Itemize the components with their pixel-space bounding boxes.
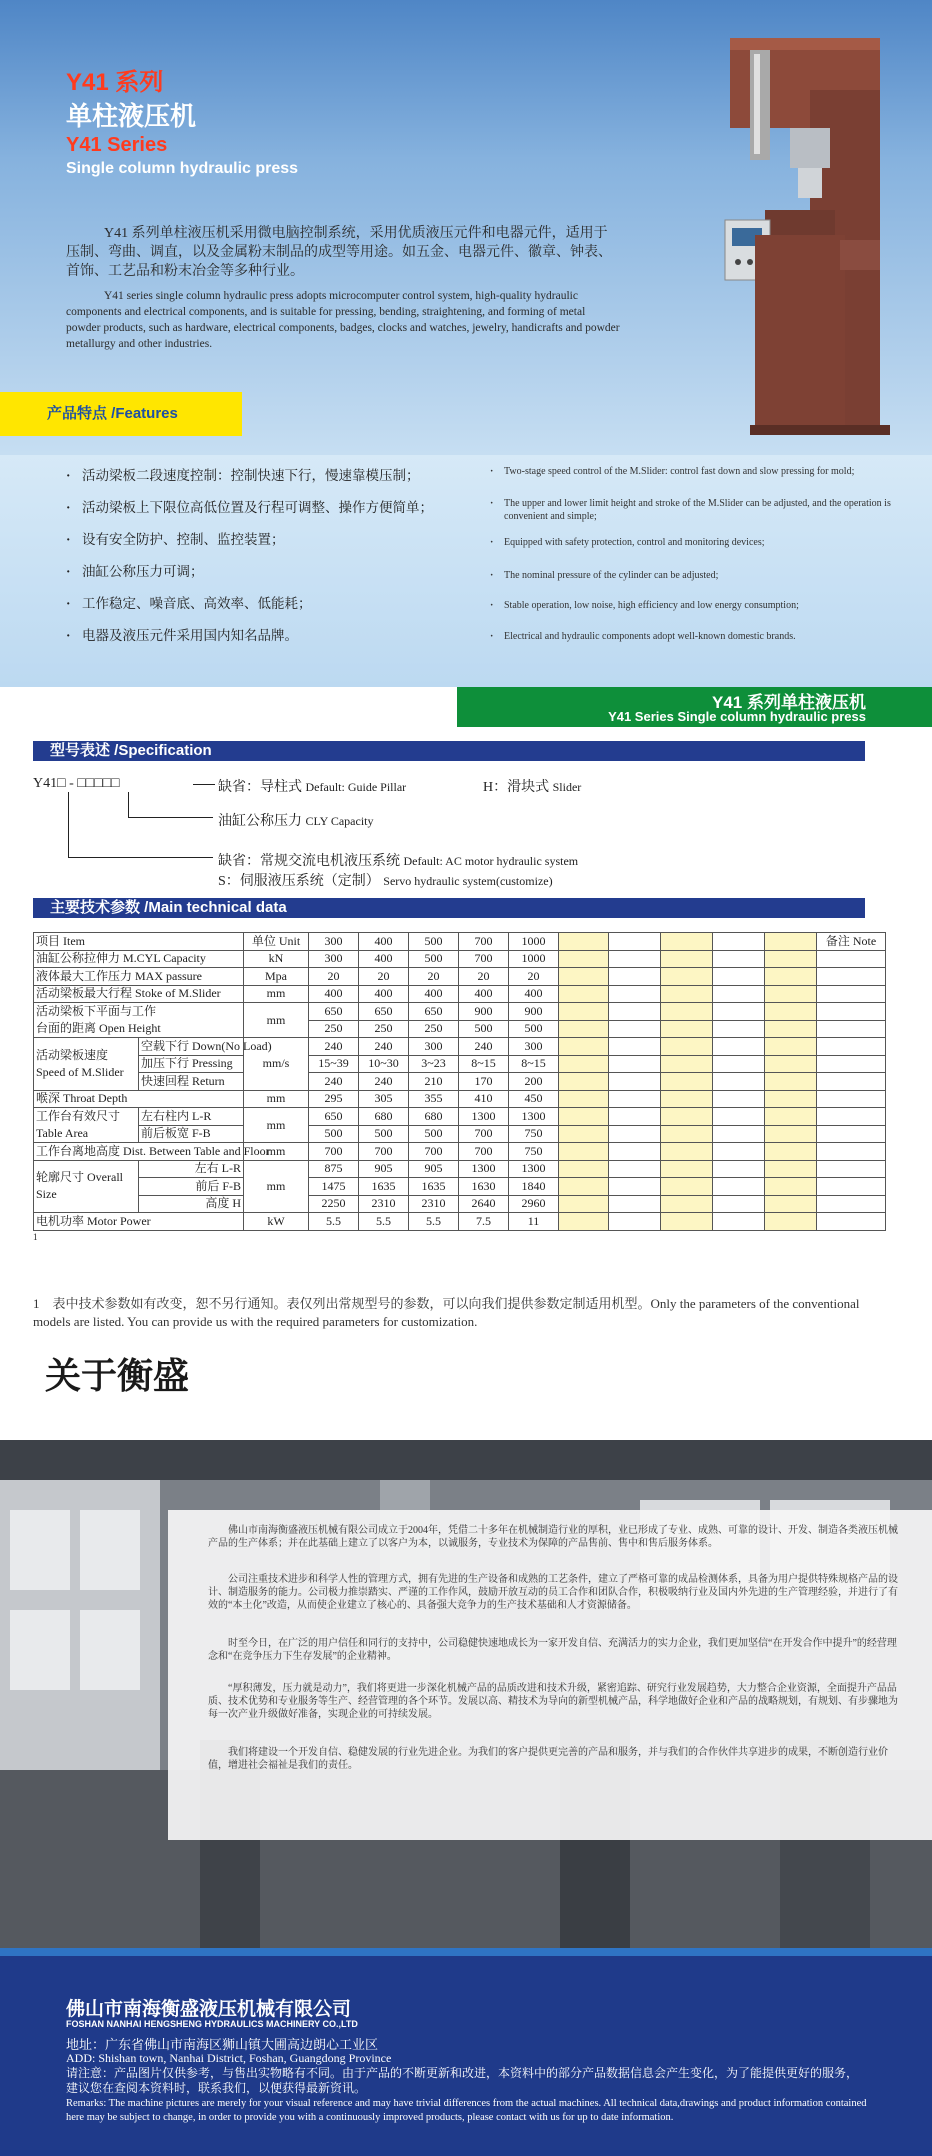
features-section <box>0 455 932 687</box>
feature-item-cn: · 油缸公称压力可调； <box>66 561 433 593</box>
feature-item-cn: · 设有安全防护、控制、监控装置； <box>66 529 433 561</box>
feature-item-cn: · 活动梁板二段速度控制：控制快速下行，慢速靠模压制； <box>66 465 433 497</box>
series-title-en: Y41 Series <box>66 134 168 156</box>
feature-item-en: · Equipped with safety protection, control and monitoring devices; <box>490 536 910 569</box>
table-row: 油缸公称拉伸力 M.CYL Capacity kN 300 400 500 700 1000 <box>34 950 886 968</box>
table-row: 工作台有效尺寸 Table Area 左右柱内 L-R mm 650 680 680 1300 1300 <box>34 1108 886 1126</box>
table-row: 快速回程 Return 240 240 210 170 200 <box>34 1073 886 1091</box>
connector-line <box>193 784 215 785</box>
series-title-band <box>457 687 932 727</box>
about-paragraph: 公司注重技术进步和科学人性的管理方式，拥有先进的生产设备和成熟的工艺条件，建立了严格可靠的成品检测体系，具备为用户提供特殊规格产品的设计、制造服务的能力。公司极力推崇踏实、严谨的工作作风，鼓励开放互动的员工合作和团队合作，积极吸纳行业及国内外先进的生产管理经验，并进行了有效的“本土化”改造，从而使企业建立了核心的、具备强大竞争力的生产技术基础和人才资源储备。 <box>208 1574 898 1611</box>
feature-item-en: · Two-stage speed control of the M.Slider: control fast down and slow pressing for mold; <box>490 465 910 497</box>
hydraulic-press-image <box>690 30 932 440</box>
feature-item-cn: · 工作稳定、噪音底、高效率、低能耗； <box>66 593 433 625</box>
product-name-en: Single column hydraulic press <box>66 160 299 177</box>
motor-system-label: 缺省：常规交流电机液压系统 Default: AC motor hydraulic system <box>218 854 579 869</box>
table-row: 前后板宽 F-B 500 500 500 700 750 <box>34 1125 886 1143</box>
features-tag: 产品特点 /Features <box>0 392 242 436</box>
footnote-marker: 1 <box>33 1232 38 1242</box>
table-footnote: 1 表中技术参数如有改变，恕不另行通知。表仅列出常规型号的参数，可以向我们提供参数定制适用机型。Only the parameters of the conventional models are listed. You can provide us with the required parameters for customization. <box>33 1296 860 1329</box>
model-code: Y41□ - □□□□□ <box>33 776 120 791</box>
table-row: 工作台离地高度 Dist. Between Table and Floor mm 700 700 700 700 750 <box>34 1143 886 1161</box>
table-row: 加压下行 Pressing 15~39 10~30 3~23 8~15 8~15 <box>34 1055 886 1073</box>
feature-item-cn: · 活动梁板上下限位高低位置及行程可调整、操作方便简单； <box>66 497 433 529</box>
table-row: 轮廓尺寸 Overall Size 左右 L-R mm 875 905 905 1300 1300 <box>34 1160 886 1178</box>
about-text-panel <box>168 1510 932 1840</box>
about-paragraph: “厚积薄发，压力就是动力”，我们将更进一步深化机械产品的品质改进和技术升级，紧密追踪、研究行业发展趋势，大力整合企业资源，全面提升产品品质、技术优势和专业服务等生产、经营管理的各个环节。发展以高、精技术为导向的新型机械产品，科学地做好企业和产品的战略规划，有规划、有步骤地为每一次产业升级做好准备，实现企业的可持续发展。 <box>208 1683 898 1720</box>
company-name-en: FOSHAN NANHAI HENGSHENG HYDRAULICS MACHINERY CO.,LTD <box>66 2019 358 2029</box>
feature-item-en: · Electrical and hydraulic components adopt well-known domestic brands. <box>490 630 910 660</box>
about-paragraph: 我们将建设一个开发自信、稳健发展的行业先进企业。为我们的客户提供更完善的产品和服务，并与我们的合作伙伴共享进步的成果，不断创造行业价值，增进社会福祉是我们的责任。 <box>208 1747 888 1771</box>
hero-banner <box>0 0 932 455</box>
table-row: 250 250 250 500 500 <box>34 1020 886 1038</box>
slider-option-label: H：滑块式 Slider <box>483 780 582 795</box>
features-list-cn <box>66 465 433 657</box>
technical-data-header: 主要技术参数 /Main technical data <box>33 898 865 918</box>
table-row: 项目 Item 单位 Unit 300 400 500 700 1000 备注 Note <box>34 933 886 951</box>
servo-system-label: S：伺服液压系统（定制） Servo hydraulic system(customize) <box>218 874 553 889</box>
table-row: 前后 F-B 1475 1635 1635 1630 1840 <box>34 1178 886 1196</box>
default-label: 缺省：导柱式 Default: Guide Pillar <box>218 780 407 795</box>
feature-item-cn: · 电器及液压元件采用国内知名品牌。 <box>66 625 433 657</box>
technical-data-table <box>33 932 886 1231</box>
address-cn: 地址：广东省佛山市南海区狮山镇大圃高边朗心工业区 <box>66 2037 379 2052</box>
table-row: 活动梁板下平面与工作台面的距离 Open Height mm 650 650 650 900 900 <box>34 1003 886 1021</box>
band-title-en: Y41 Series Single column hydraulic press <box>608 709 866 724</box>
feature-item-en: · Stable operation, low noise, high efficiency and low energy consumption; <box>490 599 910 630</box>
product-description-cn: Y41 系列单柱液压机采用微电脑控制系统，采用优质液压元件和电器元件，适用于压制、弯曲、调直，以及金属粉末制品的成型等用途。如五金、电器元件、徽章、钟表、首饰、工艺品和粉末冶金等多种行业。 <box>66 226 612 279</box>
about-title: 关于衡盛 <box>45 1356 190 1397</box>
feature-item-en: · The upper and lower limit height and stroke of the M.Slider can be adjusted, and the operation is convenient and simple; <box>490 497 910 536</box>
remark-cn: 请注意：产品图片仅供参考，与售出实物略有不同。由于产品的不断更新和改进，本资料中的部分产品数据信息会产生变化，为了能提供更好的服务，建议您在查阅本资料时，联系我们，以便获得最新资讯。 <box>66 2066 859 2095</box>
product-description-en: Y41 series single column hydraulic press adopts microcomputer control system, high-quality hydraulic components and electrical components, and is suitable for pressing, bending, straightening, and forming of metal powder products, such as hardware, electrical components, badges, clocks and watches, jewelry, handicrafts and powder metallurgy and other industries. <box>66 290 620 350</box>
about-paragraph: 佛山市南海衡盛液压机械有限公司成立于2004年，凭借二十多年在机械制造行业的厚积，业已形成了专业、成熟、可靠的设计、开发、制造各类液压机械产品的生产体系；并在此基础上建立了以客户为本，以诚服务，专业技术为保障的产品售前、售中和售后服务体系。 <box>208 1525 898 1549</box>
table-row: 喉深 Throat Depth mm 295 305 355 410 450 <box>34 1090 886 1108</box>
accent-divider <box>0 1948 932 1956</box>
product-name-cn: 单柱液压机 <box>66 101 197 131</box>
footer <box>0 1956 932 2156</box>
company-name-cn: 佛山市南海衡盛液压机械有限公司 <box>66 1998 352 2020</box>
address-en: ADD: Shishan town, Nanhai District, Foshan, Guangdong Province <box>66 2051 392 2065</box>
features-list-en <box>490 465 910 660</box>
table-row: 液体最大工作压力 MAX passure Mpa 20 20 20 20 20 <box>34 968 886 986</box>
about-paragraph: 时至今日，在广泛的用户信任和同行的支持中，公司稳健快速地成长为一家开发自信、充满活力的实力企业，我们更加坚信“在开发合作中提升”的经营理念和“在竞争压力下生存发展”的企业精神。 <box>208 1638 897 1662</box>
connector-line <box>68 792 213 858</box>
remark-en: Remarks: The machine pictures are merely for your visual reference and may have trivial differences from the actual machines. All technical data,drawings and product information contained here may be subject to change, in order to provide you with a continuously improved products, please contact with us for up to date information. <box>66 2098 867 2123</box>
model-code-diagram <box>33 770 893 900</box>
cylinder-capacity-label: 油缸公称压力 CLY Capacity <box>218 814 374 829</box>
feature-item-en: · The nominal pressure of the cylinder can be adjusted; <box>490 569 910 599</box>
series-title-cn: Y41 系列 <box>66 69 164 96</box>
table-row: 活动梁板最大行程 Stoke of M.Slider mm 400 400 400 400 400 <box>34 985 886 1003</box>
table-row: 电机功率 Motor Power kW 5.5 5.5 5.5 7.5 11 <box>34 1213 886 1231</box>
table-row: 活动梁板速度 Speed of M.Slider 空载下行 Down(No Load) mm/s 240 240 300 240 300 <box>34 1038 886 1056</box>
table-row: 高度 H 2250 2310 2310 2640 2960 <box>34 1195 886 1213</box>
specification-header: 型号表述 /Specification <box>33 741 865 761</box>
band-title-cn: Y41 系列单柱液压机 <box>712 693 866 712</box>
